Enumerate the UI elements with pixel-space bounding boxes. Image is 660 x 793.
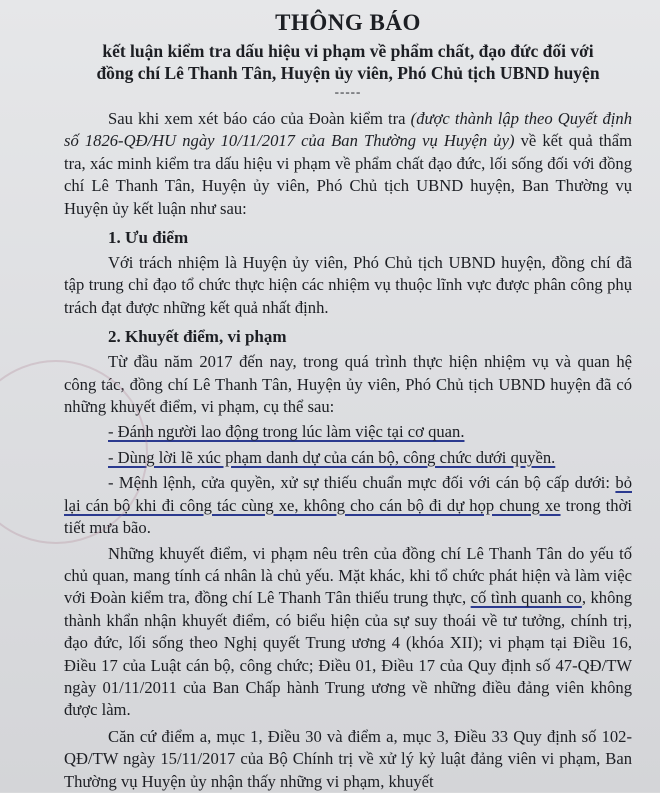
intro-text-1: Sau khi xem xét báo cáo của Đoàn kiểm tra bbox=[108, 109, 411, 128]
document-subtitle-line1: kết luận kiểm tra dấu hiệu vi phạm về phẩm chất, đạo đức đối với bbox=[102, 41, 594, 61]
violation-bullet-1: - Đánh người lao động trong lúc làm việc tại cơ quan. bbox=[108, 422, 465, 442]
section2-heading: 2. Khuyết điểm, vi phạm bbox=[108, 327, 287, 347]
violation-bullet-2: - Dùng lời lẽ xúc phạm danh dự của cán bộ, công chức dưới quyền. bbox=[108, 447, 556, 467]
bullet3-underlined: bỏ lại cán bộ khi đi công tác cùng xe, không cho cán bộ đi dự họp chung xe bbox=[64, 473, 632, 515]
final-paragraph: Căn cứ điểm a, mục 1, Điều 30 và điểm a, mục 3, Điều 33 Quy định số 102-QĐ/TW ngày 15/11/2017 của Bộ Chính trị về xử lý kỷ luật đảng viên vi phạm, Ban Thường vụ Huyện ủy nhận thấy những vi phạm, khuyết bbox=[64, 726, 632, 791]
bullet3-text-1: - Mệnh lệnh, cửa quyền, xử sự thiếu chuẩn mực đối với cán bộ cấp dưới: bbox=[108, 473, 616, 493]
bullet3-text-2: trong thời tiết mưa bão. bbox=[64, 495, 632, 538]
intro-text-2: về kết quả thẩm tra, xác minh kiểm tra dấu hiệu vi phạm về phẩm chất đạo đức, lối sống đối với đồng chí Lê Thanh Tân, Huyện ủy viên, Phó Chủ tịch UBND huyện, Ban Thường vụ Huyện ủy kết luận như sau: bbox=[64, 131, 632, 218]
document-subtitle-line2: đồng chí Lê Thanh Tân, Huyện ủy viên, Phó Chủ tịch UBND huyện bbox=[96, 63, 600, 83]
section1-heading: 1. Ưu điểm bbox=[108, 228, 189, 248]
violation-bullet-3 bbox=[64, 472, 632, 539]
document-title: THÔNG BÁO bbox=[275, 10, 421, 35]
conclusion-paragraph bbox=[64, 543, 632, 722]
conclusion-underlined: cố tình quanh co bbox=[470, 588, 582, 608]
section2-intro: Từ đầu năm 2017 đến nay, trong quá trình thực hiện nhiệm vụ và quan hệ công tác, đồng chí Lê Thanh Tân, Huyện ủy viên, Phó Chủ tịch UBND huyện đã có những khuyết điểm, vi phạm, cụ thể sau: bbox=[64, 352, 632, 417]
conclusion-text-1: Những khuyết điểm, vi phạm nêu trên của đồng chí Lê Thanh Tân do yếu tố chủ quan, mang tính cá nhân là chủ yếu. Mặt khác, khi tổ chức phát hiện và làm việc với Đoàn kiểm tra, đồng chí Lê Thanh Tân thiếu trung thực, bbox=[64, 543, 632, 608]
section1-paragraph: Với trách nhiệm là Huyện ủy viên, Phó Chủ tịch UBND huyện, đồng chí đã tập trung chỉ đạo tổ chức thực hiện các nhiệm vụ thuộc lĩnh vực được phân công phụ trách đạt được những kết quả nhất định. bbox=[64, 253, 632, 317]
title-separator: ----- bbox=[334, 84, 362, 99]
intro-paragraph bbox=[64, 108, 632, 220]
conclusion-text-2: , không thành khẩn nhận khuyết điểm, có biểu hiện của sự suy thoái về tư tưởng, chính trị, đạo đức, lối sống theo Nghị quyết Trung ương 4 (khóa XII); vi phạm tại Điều 16, Điều 17 của Luật cán bộ, công chức; Điều 01, Điều 17 của Quy định số 47-QĐ/TW ngày 01/11/2011 của Ban Chấp hành Trung ương về những điều đảng viên không được làm. bbox=[64, 588, 632, 720]
intro-italic-reference: (được thành lập theo Quyết định số 1826-QĐ/HU ngày 10/11/2017 của Ban Thường vụ Huyện ủy) bbox=[64, 109, 633, 151]
